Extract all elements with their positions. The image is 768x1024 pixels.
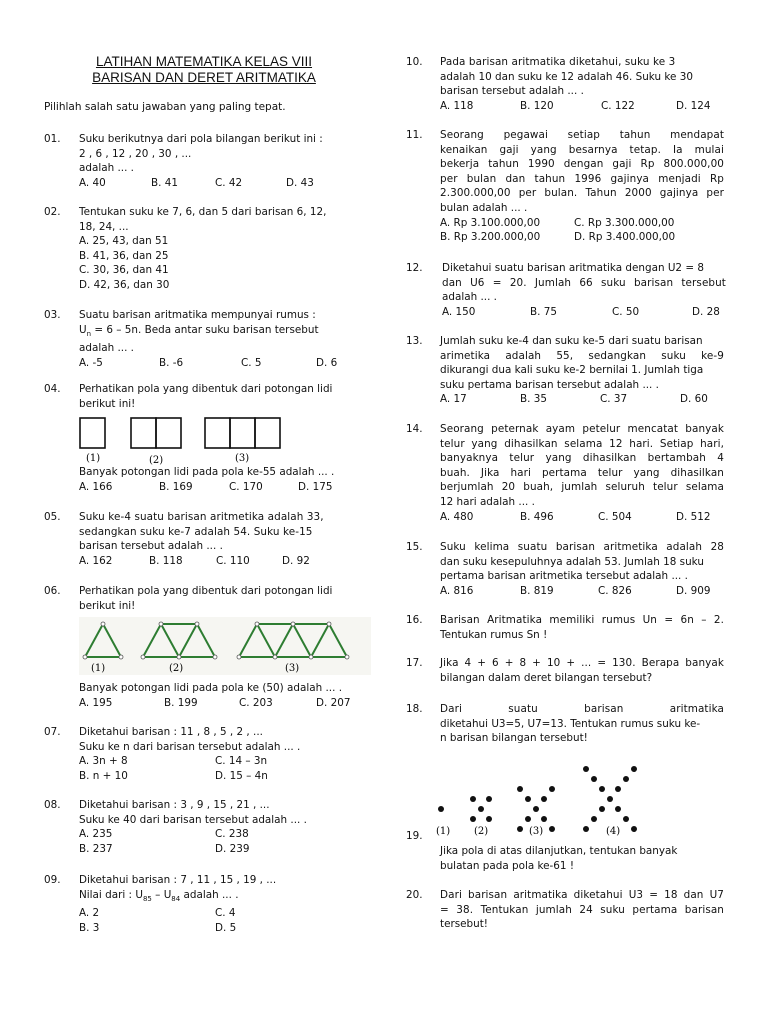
question-number: 10.: [406, 56, 423, 68]
option-d[interactable]: D. 207: [316, 696, 351, 709]
question-line: Diketahui barisan : 11 , 8 , 5 , 2 , ...: [79, 726, 263, 738]
question-line: buah. Jika hari pertama telur yang dihasilkan: [440, 466, 724, 479]
formula-text: = 6 – 5n. Beda antar suku barisan tersebut: [94, 323, 319, 336]
option-b[interactable]: B. 41, 36, dan 25: [79, 249, 169, 262]
un-subscript: n: [86, 329, 92, 338]
question-line: [79, 888, 367, 907]
question-line: bekerja tahun 1990 dengan gaji Rp 800.000,00: [440, 158, 724, 171]
question-number: 03.: [44, 309, 61, 321]
option-d[interactable]: D. 512: [676, 510, 711, 523]
option-d[interactable]: D. 92: [282, 554, 310, 567]
option-b[interactable]: B. -6: [159, 356, 184, 369]
matchstick-squares-figure: [79, 415, 289, 465]
question-line: adalah ... .: [79, 342, 134, 355]
question-line: bulan adalah ... .: [440, 201, 528, 214]
figure-label: (1): [436, 826, 451, 837]
question-line: Diketahui suatu barisan aritmatika dengan U2 = 8: [442, 262, 704, 274]
question-line: telur yang dihasilkan selama 12 hari. Setiap hari,: [440, 437, 724, 450]
figure-label: (2): [149, 455, 164, 466]
answer-options: [440, 392, 724, 407]
option-c[interactable]: C. 37: [600, 393, 628, 406]
question-number: 05.: [44, 511, 61, 523]
option-a[interactable]: A. 816: [440, 584, 474, 597]
option-c[interactable]: C. 238: [215, 828, 249, 841]
figure-label: (1): [86, 453, 101, 465]
question-line: Tentukan rumus Sn !: [440, 628, 548, 641]
option-b[interactable]: B. 169: [159, 480, 193, 493]
u85-subscript: 85: [142, 894, 152, 903]
question-line: [79, 323, 367, 342]
option-b[interactable]: B. 118: [149, 554, 183, 567]
instruction: Pilihlah salah satu jawaban yang paling tepat.: [44, 101, 286, 113]
option-a[interactable]: A. 235: [79, 828, 113, 841]
question-number: 06.: [44, 585, 61, 597]
option-b[interactable]: B. 41: [151, 176, 178, 189]
question-number: 02.: [44, 206, 61, 218]
option-d[interactable]: D. 175: [298, 480, 333, 493]
question-line: dan U6 = 20. Jumlah 66 suku barisan tersebut: [442, 276, 726, 289]
question-line: diketahui U3=5, U7=13. Tentukan rumus suku ke-: [440, 717, 701, 730]
option-a[interactable]: A. 2: [79, 907, 100, 920]
figure-label: (1): [91, 663, 106, 675]
nilai-text: Nilai dari :: [79, 888, 133, 901]
figure-label: (2): [169, 663, 184, 675]
question-line: Seorang peternak ayam petelur mencatat banyak: [440, 423, 724, 435]
answer-options: [440, 510, 724, 525]
option-b[interactable]: B. 237: [79, 842, 113, 855]
question-line: sedangkan suku ke-7 adalah 54. Suku ke-15: [79, 525, 313, 538]
option-a[interactable]: A. 150: [442, 305, 476, 318]
answer-options: [440, 584, 724, 599]
option-c[interactable]: C. 4: [215, 907, 236, 920]
question-number: 09.: [44, 874, 61, 886]
option-a[interactable]: A. 118: [440, 99, 474, 112]
answer-options: [79, 827, 367, 842]
figure-label: (2): [474, 826, 489, 837]
question-line: dikurangi dua kali suku ke-2 bernilai 1. Jumlah tiga: [440, 364, 704, 377]
option-c[interactable]: C. 14 – 3n: [215, 755, 268, 768]
option-a[interactable]: A. -5: [79, 356, 103, 369]
question-line: bulatan pada pola ke-61 !: [440, 859, 574, 872]
option-d[interactable]: D. 43: [286, 176, 314, 189]
option-a[interactable]: A. 40: [79, 176, 106, 189]
adalah-text: adalah ... .: [183, 888, 239, 901]
u84-subscript: 84: [171, 894, 181, 903]
option-b[interactable]: B. 35: [520, 393, 547, 406]
question-line: Suatu barisan aritmatika mempunyai rumus :: [79, 309, 316, 321]
question-number: 14.: [406, 423, 423, 435]
question-line: Suku kelima suatu barisan aritmetika adalah 28: [440, 541, 724, 553]
question-line: Jika pola di atas dilanjutkan, tentukan banyak: [440, 845, 678, 857]
option-d[interactable]: D. 6: [316, 356, 338, 369]
question-line: Dari suatu barisan aritmatika: [440, 703, 724, 715]
option-b[interactable]: B. 75: [530, 305, 557, 318]
answer-options: [79, 754, 367, 769]
question-line: Perhatikan pola yang dibentuk dari potongan lidi: [79, 585, 333, 597]
question-line: Jumlah suku ke-4 dan suku ke-5 dari suatu barisan: [440, 335, 703, 347]
question-line: Jika 4 + 6 + 8 + 10 + ... = 130. Berapa banyak: [440, 657, 724, 669]
question-line: 2.300.000,00 per bulan. Tahun 2000 gajinya per: [440, 187, 724, 200]
question-line: tersebut!: [440, 918, 488, 931]
answer-options: [79, 176, 367, 191]
option-c[interactable]: C. 203: [239, 696, 273, 709]
minus-sign: –: [151, 888, 164, 901]
question-line: Banyak potongan lidi pada pola ke-55 adalah ... .: [79, 466, 335, 479]
question-line: kenaikan gaji yang besarnya tetap. Ia mulai: [440, 143, 724, 156]
option-c[interactable]: C. 826: [598, 584, 632, 597]
option-c[interactable]: C. Rp 3.300.000,00: [574, 216, 675, 229]
option-d[interactable]: D. 124: [676, 99, 711, 112]
question-line: Diketahui barisan : 7 , 11 , 15 , 19 , ...: [79, 874, 277, 886]
question-line: berikut ini!: [79, 397, 136, 410]
title-line-2: BARISAN DAN DERET ARITMATIKA: [92, 70, 316, 85]
question-number: 11.: [406, 129, 423, 141]
option-a[interactable]: A. 480: [440, 510, 474, 523]
answer-options: [79, 356, 367, 371]
option-a[interactable]: A. 25, 43, dan 51: [79, 235, 169, 248]
option-b[interactable]: B. 819: [520, 584, 554, 597]
question-number: 01.: [44, 133, 61, 145]
question-line: bilangan dalam deret bilangan tersebut?: [440, 671, 653, 684]
question-line: adalah 10 dan suku ke 12 adalah 46. Suku ke 30: [440, 70, 693, 83]
option-c[interactable]: C. 122: [601, 99, 635, 112]
question-number: 18.: [406, 703, 423, 715]
figure-label: (3): [235, 453, 250, 465]
answer-options: [79, 480, 367, 495]
option-b[interactable]: B. Rp 3.200.000,00: [440, 231, 541, 244]
question-number: 07.: [44, 726, 61, 738]
u85-symbol: U: [135, 888, 143, 901]
question-line: berjumlah 20 buah, jumlah seluruh telur selama: [440, 481, 724, 494]
question-number: 20.: [406, 889, 423, 901]
option-b[interactable]: B. 199: [164, 696, 198, 709]
question-line: Suku ke 40 dari barisan tersebut adalah ... .: [79, 813, 307, 826]
question-line: arimetika adalah 55, sedangkan suku ke-9: [440, 349, 724, 362]
question-line: per bulan dan tahun 1996 gajinya menjadi Rp: [440, 172, 724, 185]
option-a[interactable]: A. 3n + 8: [79, 755, 128, 768]
option-c[interactable]: C. 42: [215, 176, 243, 189]
option-d[interactable]: D. 15 – 4n: [215, 769, 268, 782]
question-line: Tentukan suku ke 7, 6, dan 5 dari barisan 6, 12,: [79, 206, 327, 218]
question-line: = 38. Tentukan jumlah 24 suku pertama barisan: [440, 903, 724, 916]
answer-options: [440, 99, 724, 114]
question-line: banyaknya telur yang dihasilkan bertambah 4: [440, 452, 724, 465]
question-line: Perhatikan pola yang dibentuk dari potongan lidi: [79, 383, 333, 395]
question-line: Suku ke-4 suatu barisan aritmetika adalah 33,: [79, 511, 324, 523]
option-d[interactable]: D. 60: [680, 393, 708, 406]
question-line: Barisan Aritmatika memiliki rumus Un = 6n – 2.: [440, 614, 724, 626]
option-c[interactable]: C. 5: [241, 356, 262, 369]
question-line: Banyak potongan lidi pada pola ke (50) adalah ... .: [79, 682, 342, 695]
question-line: Pada barisan aritmatika diketahui, suku ke 3: [440, 56, 676, 68]
question-number: 16.: [406, 614, 423, 626]
question-line: 12 hari adalah ... .: [440, 495, 535, 508]
option-d[interactable]: D. 28: [692, 305, 720, 318]
option-c[interactable]: C. 110: [216, 554, 250, 567]
question-line: Dari barisan aritmatika diketahui U3 = 18 dan U7: [440, 889, 724, 901]
question-number: 04.: [44, 383, 61, 395]
question-number: 13.: [406, 335, 423, 347]
answer-options: [440, 216, 724, 231]
question-line: pertama barisan aritmetika tersebut adalah ... .: [440, 570, 688, 583]
option-c[interactable]: C. 170: [229, 480, 263, 493]
question-number: 15.: [406, 541, 423, 553]
question-number: 08.: [44, 799, 61, 811]
question-line: Seorang pegawai setiap tahun mendapat: [440, 129, 724, 141]
option-d[interactable]: D. 239: [215, 842, 250, 855]
question-line: Diketahui barisan : 3 , 9 , 15 , 21 , ...: [79, 799, 270, 811]
option-a[interactable]: A. Rp 3.100.000,00: [440, 216, 541, 229]
figure-label: (3): [285, 663, 300, 675]
option-d[interactable]: D. 909: [676, 584, 711, 597]
answer-options: [79, 696, 367, 711]
question-line: 2 , 6 , 12 , 20 , 30 , ...: [79, 147, 192, 160]
answer-options: [440, 230, 724, 245]
title-line-1: LATIHAN MATEMATIKA KELAS VIII: [95, 54, 313, 69]
question-number: 12.: [406, 262, 423, 274]
option-c[interactable]: C. 50: [612, 305, 640, 318]
option-a[interactable]: A. 195: [79, 696, 113, 709]
option-b[interactable]: B. 3: [79, 921, 100, 934]
question-number: 17.: [406, 657, 423, 669]
un-symbol: U: [79, 323, 87, 336]
question-line: adalah ... .: [79, 162, 134, 175]
option-a[interactable]: A. 162: [79, 554, 113, 567]
option-c[interactable]: C. 30, 36, dan 41: [79, 264, 169, 277]
option-b[interactable]: B. 496: [520, 510, 554, 523]
option-d[interactable]: D. Rp 3.400.000,00: [574, 231, 676, 244]
option-d[interactable]: D. 42, 36, dan 30: [79, 278, 170, 291]
answer-options: [442, 305, 726, 320]
option-a[interactable]: A. 17: [440, 393, 467, 406]
question-line: n barisan bilangan tersebut!: [440, 732, 588, 745]
answer-options: [79, 554, 367, 569]
option-b[interactable]: B. 120: [520, 99, 554, 112]
option-a[interactable]: A. 166: [79, 480, 113, 493]
question-line: Suku ke n dari barisan tersebut adalah ... .: [79, 740, 301, 753]
answer-options: [79, 906, 367, 921]
answer-options: [79, 921, 367, 936]
answer-options: [79, 769, 367, 784]
figure-label: (4): [606, 826, 621, 837]
question-line: berikut ini!: [79, 599, 136, 612]
option-c[interactable]: C. 504: [598, 510, 632, 523]
answer-options: [79, 842, 367, 857]
question-line: adalah ... .: [442, 291, 497, 304]
question-line: 18, 24, ...: [79, 220, 129, 233]
question-number: 19.: [406, 830, 423, 842]
option-b[interactable]: B. n + 10: [79, 769, 128, 782]
u84-symbol: U: [163, 888, 172, 901]
question-line: barisan tersebut adalah ... .: [440, 85, 584, 98]
option-d[interactable]: D. 5: [215, 921, 237, 934]
question-line: dan suku kesepuluhnya adalah 53. Jumlah 18 suku: [440, 555, 704, 568]
matchstick-triangles-figure: [79, 617, 371, 675]
figure-label: (3): [529, 826, 544, 837]
dot-pattern-figure: [436, 762, 666, 842]
question-line: suku pertama barisan tersebut adalah ... .: [440, 378, 659, 391]
question-line: barisan tersebut adalah ... .: [79, 540, 223, 553]
question-line: Suku berikutnya dari pola bilangan berikut ini :: [79, 133, 323, 145]
